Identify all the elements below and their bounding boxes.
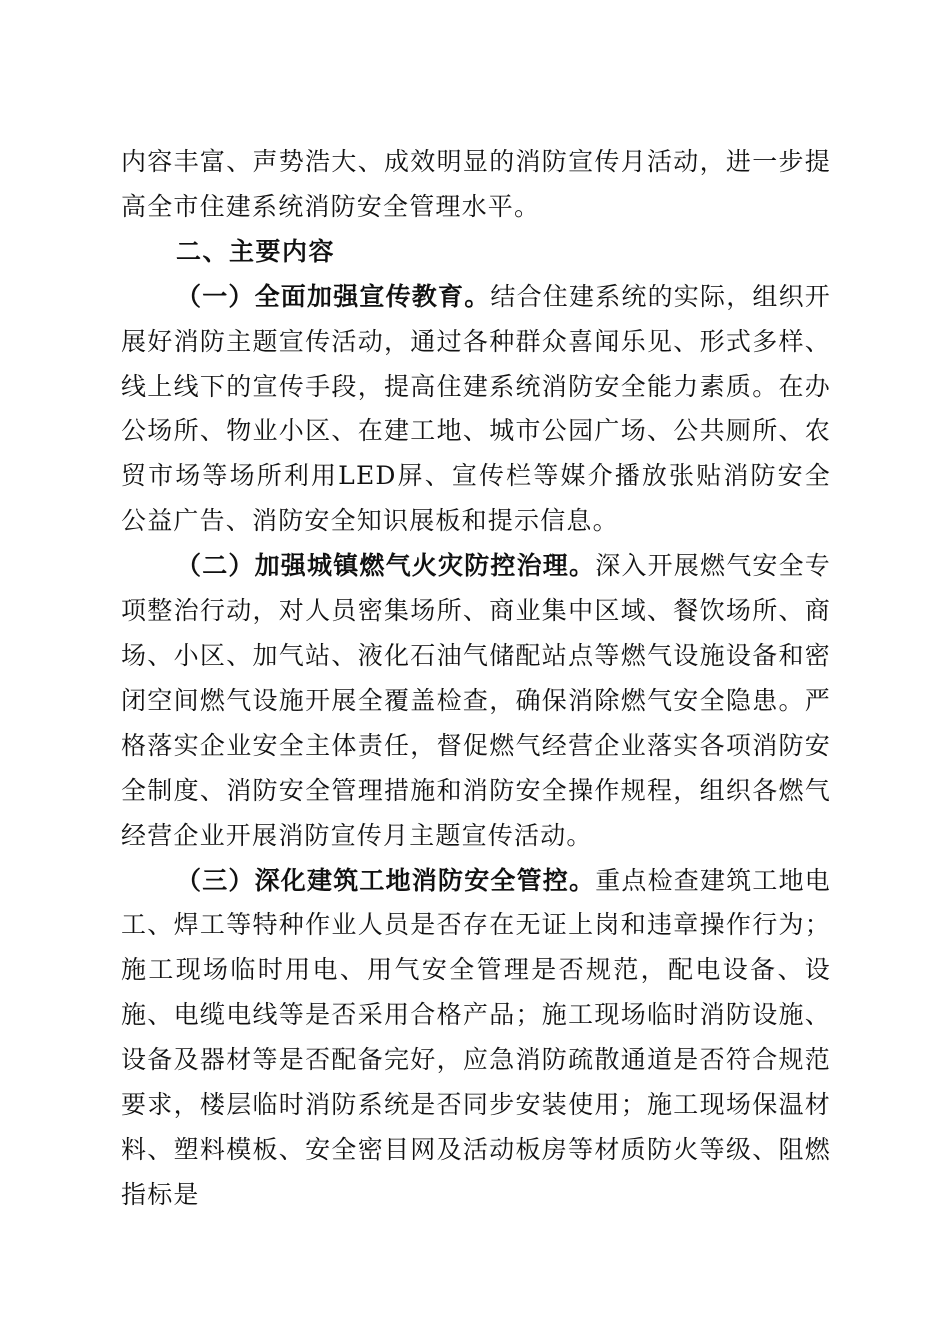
- item-body-1: 结合住建系统的实际，组织开展好消防主题宣传活动，通过各种群众喜闻乐见、形式多样、线上线下的宣传手段，提高住建系统消防安全能力素质。在办公场所、物业小区、在建工地、城市公园广场、公共厕所、农贸市场等场所利用LED屏、宣传栏等媒介播放张贴消防安全公益广告、消防安全知识展板和提示信息。: [121, 281, 832, 536]
- section-heading: 二、主要内容: [176, 236, 336, 266]
- item-paragraph-1: [121, 275, 831, 544]
- intro-paragraph: 内容丰富、声势浩大、成效明显的消防宣传月活动，进一步提高全市住建系统消防安全管理水平。: [121, 147, 831, 221]
- item-body-2: 深入开展燃气安全专项整治行动，对人员密集场所、商业集中区域、餐饮场所、商场、小区、加气站、液化石油气储配站点等燃气设施设备和密闭空间燃气设施开展全覆盖检查，确保消除燃气安全隐患。严格落实企业安全主体责任，督促燃气经营企业落实各项消防安全制度、消防安全管理措施和消防安全操作规程，组织各燃气经营企业开展消防宣传月主题宣传活动。: [121, 551, 832, 850]
- item-title-2: （二）加强城镇燃气火灾防控治理。: [176, 551, 596, 581]
- item-body-3: 重点检查建筑工地电工、焊工等特种作业人员是否存在无证上岗和违章操作行为；施工现场临时用电、用气安全管理是否规范，配电设备、设施、电缆电线等是否采用合格产品；施工现场临时消防设施、设备及器材等是否配备完好，应急消防疏散通道是否符合规范要求，楼层临时消防系统是否同步安装使用；施工现场保温材料、塑料模板、安全密目网及活动板房等材质防火等级、阻燃指标是: [121, 865, 832, 1209]
- item-paragraph-3: [121, 859, 831, 1218]
- item-paragraph-2: [121, 544, 831, 858]
- document-body: [121, 140, 831, 1218]
- item-title-1: （一）全面加强宣传教育。: [176, 281, 491, 311]
- item-title-3: （三）深化建筑工地消防安全管控。: [176, 865, 596, 895]
